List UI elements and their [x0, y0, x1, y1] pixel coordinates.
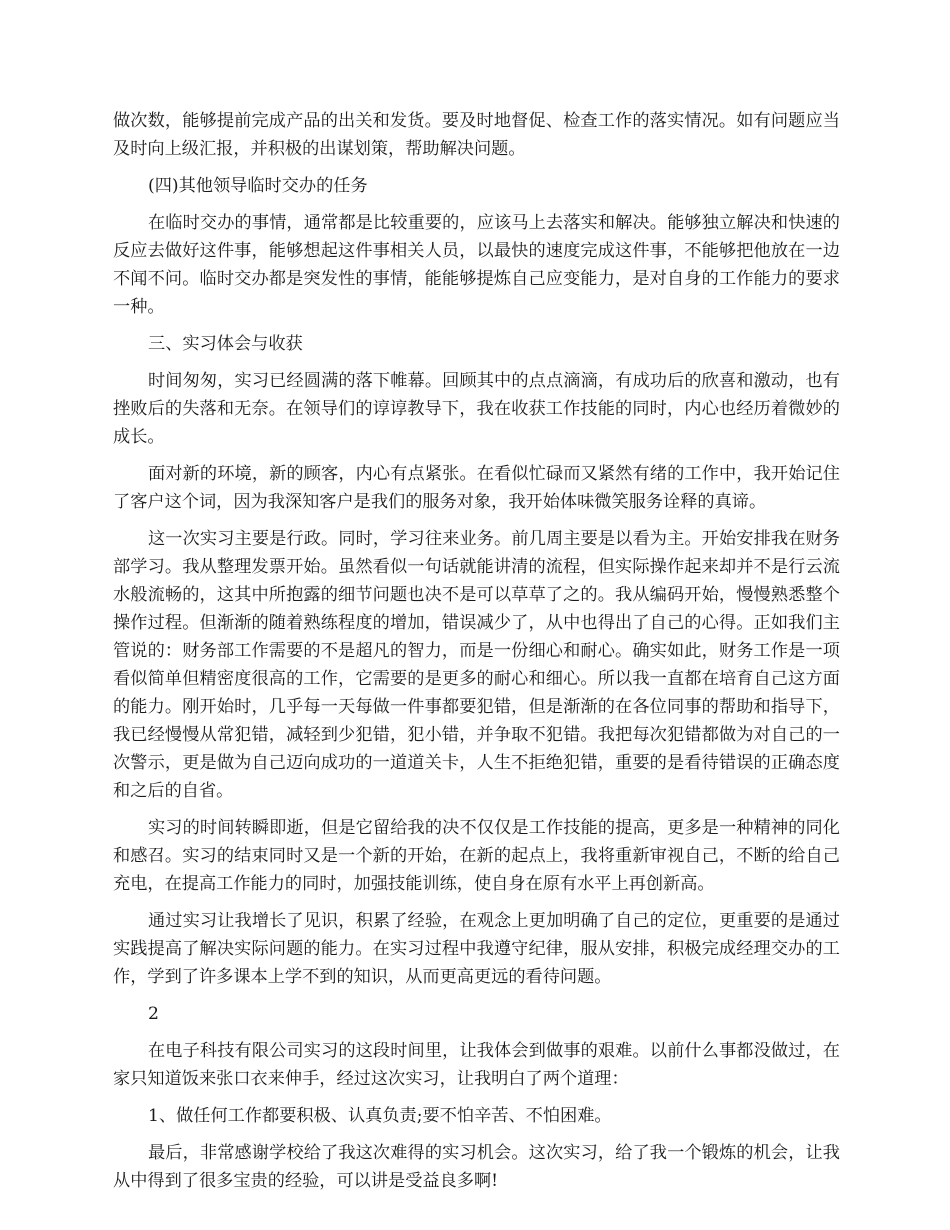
list-item-first-lesson: 1、做任何工作都要积极、认真负责;要不怕辛苦、不怕困难。: [148, 1106, 612, 1126]
paragraph-closing-thanks: 最后，非常感谢学校给了我这次难得的实习机会。这次实习，给了我一个锻炼的机会，让我从中得到了很多宝贵的经验，可以讲是受益良多啊!: [113, 1143, 840, 1191]
document-page: [113, 107, 840, 1204]
section-heading-experience: 三、实习体会与收获: [148, 334, 303, 354]
section-number: 2: [148, 1004, 159, 1024]
paragraph-finance-department: 这一次实习主要是行政。同时，学习往来业务。前几周主要是以看为主。开始安排我在财务部学习。我从整理发票开始。虽然看似一句话就能讲清的流程，但实际操作起来却并不是行云流水般流畅的，这其中所抱露的细节问题也决不是可以草草了之的。我从编码开始，慢慢熟悉整个操作过程。但渐渐的随着熟练程度的增加，错误减少了，从中也得出了自己的心得。正如我们主管说的：财务部工作需要的不是超凡的智力，而是一份细心和耐心。确实如此，财务工作是一项看似简单但精密度很高的工作，它需要的是更多的耐心和细心。所以我一直都在培育自己这方面的能力。刚开始时，几乎每一天每做一件事都要犯错，但是渐渐的在各位同事的帮助和指导下，我已经慢慢从常犯错，减轻到少犯错，犯小错，并争取不犯错。我把每次犯错都做为对自己的一次警示，更是做为自己迈向成功的一道道关卡，人生不拒绝犯错，重要的是看待错误的正确态度和之后的自省。: [113, 529, 840, 801]
paragraph-temporary-tasks: 在临时交办的事情，通常都是比较重要的，应该马上去落实和解决。能够独立解决和快速的反应去做好这件事，能够想起这件事相关人员，以最快的速度完成这件事，不能够把他放在一边不闻不问。临时交办都是突发性的事情，能能够提炼自己应变能力，是对自身的工作能力的要求一种。: [113, 213, 840, 317]
paragraph-electronics-company: 在电子科技有限公司实习的这段时间里，让我体会到做事的艰难。以前什么事都没做过，在家只知道饭来张口衣来伸手，经过这次实习，让我明白了两个道理：: [113, 1041, 840, 1089]
section-heading-other-tasks: (四)其他领导临时交办的任务: [148, 176, 368, 196]
paragraph-time-passes: 时间匆匆，实习已经圆满的落下帷幕。回顾其中的点点滴滴，有成功后的欣喜和激动，也有挫败后的失落和无奈。在领导们的谆谆教导下，我在收获工作技能的同时，内心也经历着微妙的成长。: [113, 371, 840, 447]
paragraph-continuation: 做次数，能够提前完成产品的出关和发货。要及时地督促、检查工作的落实情况。如有问题应当及时向上级汇报，并积极的出谋划策，帮助解决问题。: [113, 111, 840, 159]
paragraph-new-environment: 面对新的环境，新的顾客，内心有点紧张。在看似忙碌而又紧然有绪的工作中，我开始记住了客户这个词，因为我深知客户是我们的服务对象，我开始体味微笑服务诠释的真谛。: [113, 464, 840, 512]
paragraph-knowledge-gained: 通过实习让我增长了见识，积累了经验，在观念上更加明确了自己的定位，更重要的是通过实践提高了解决实际问题的能力。在实习过程中我遵守纪律，服从安排，积极完成经理交办的工作，学到了许多课本上学不到的知识，从而更高更远的看待问题。: [113, 911, 840, 987]
paragraph-time-flies: 实习的时间转瞬即逝，但是它留给我的决不仅仅是工作技能的提高，更多是一种精神的同化和感召。实习的结束同时又是一个新的开始，在新的起点上，我将重新审视自己，不断的给自己充电，在提高工作能力的同时，加强技能训练，使自身在原有水平上再创新高。: [113, 818, 840, 894]
